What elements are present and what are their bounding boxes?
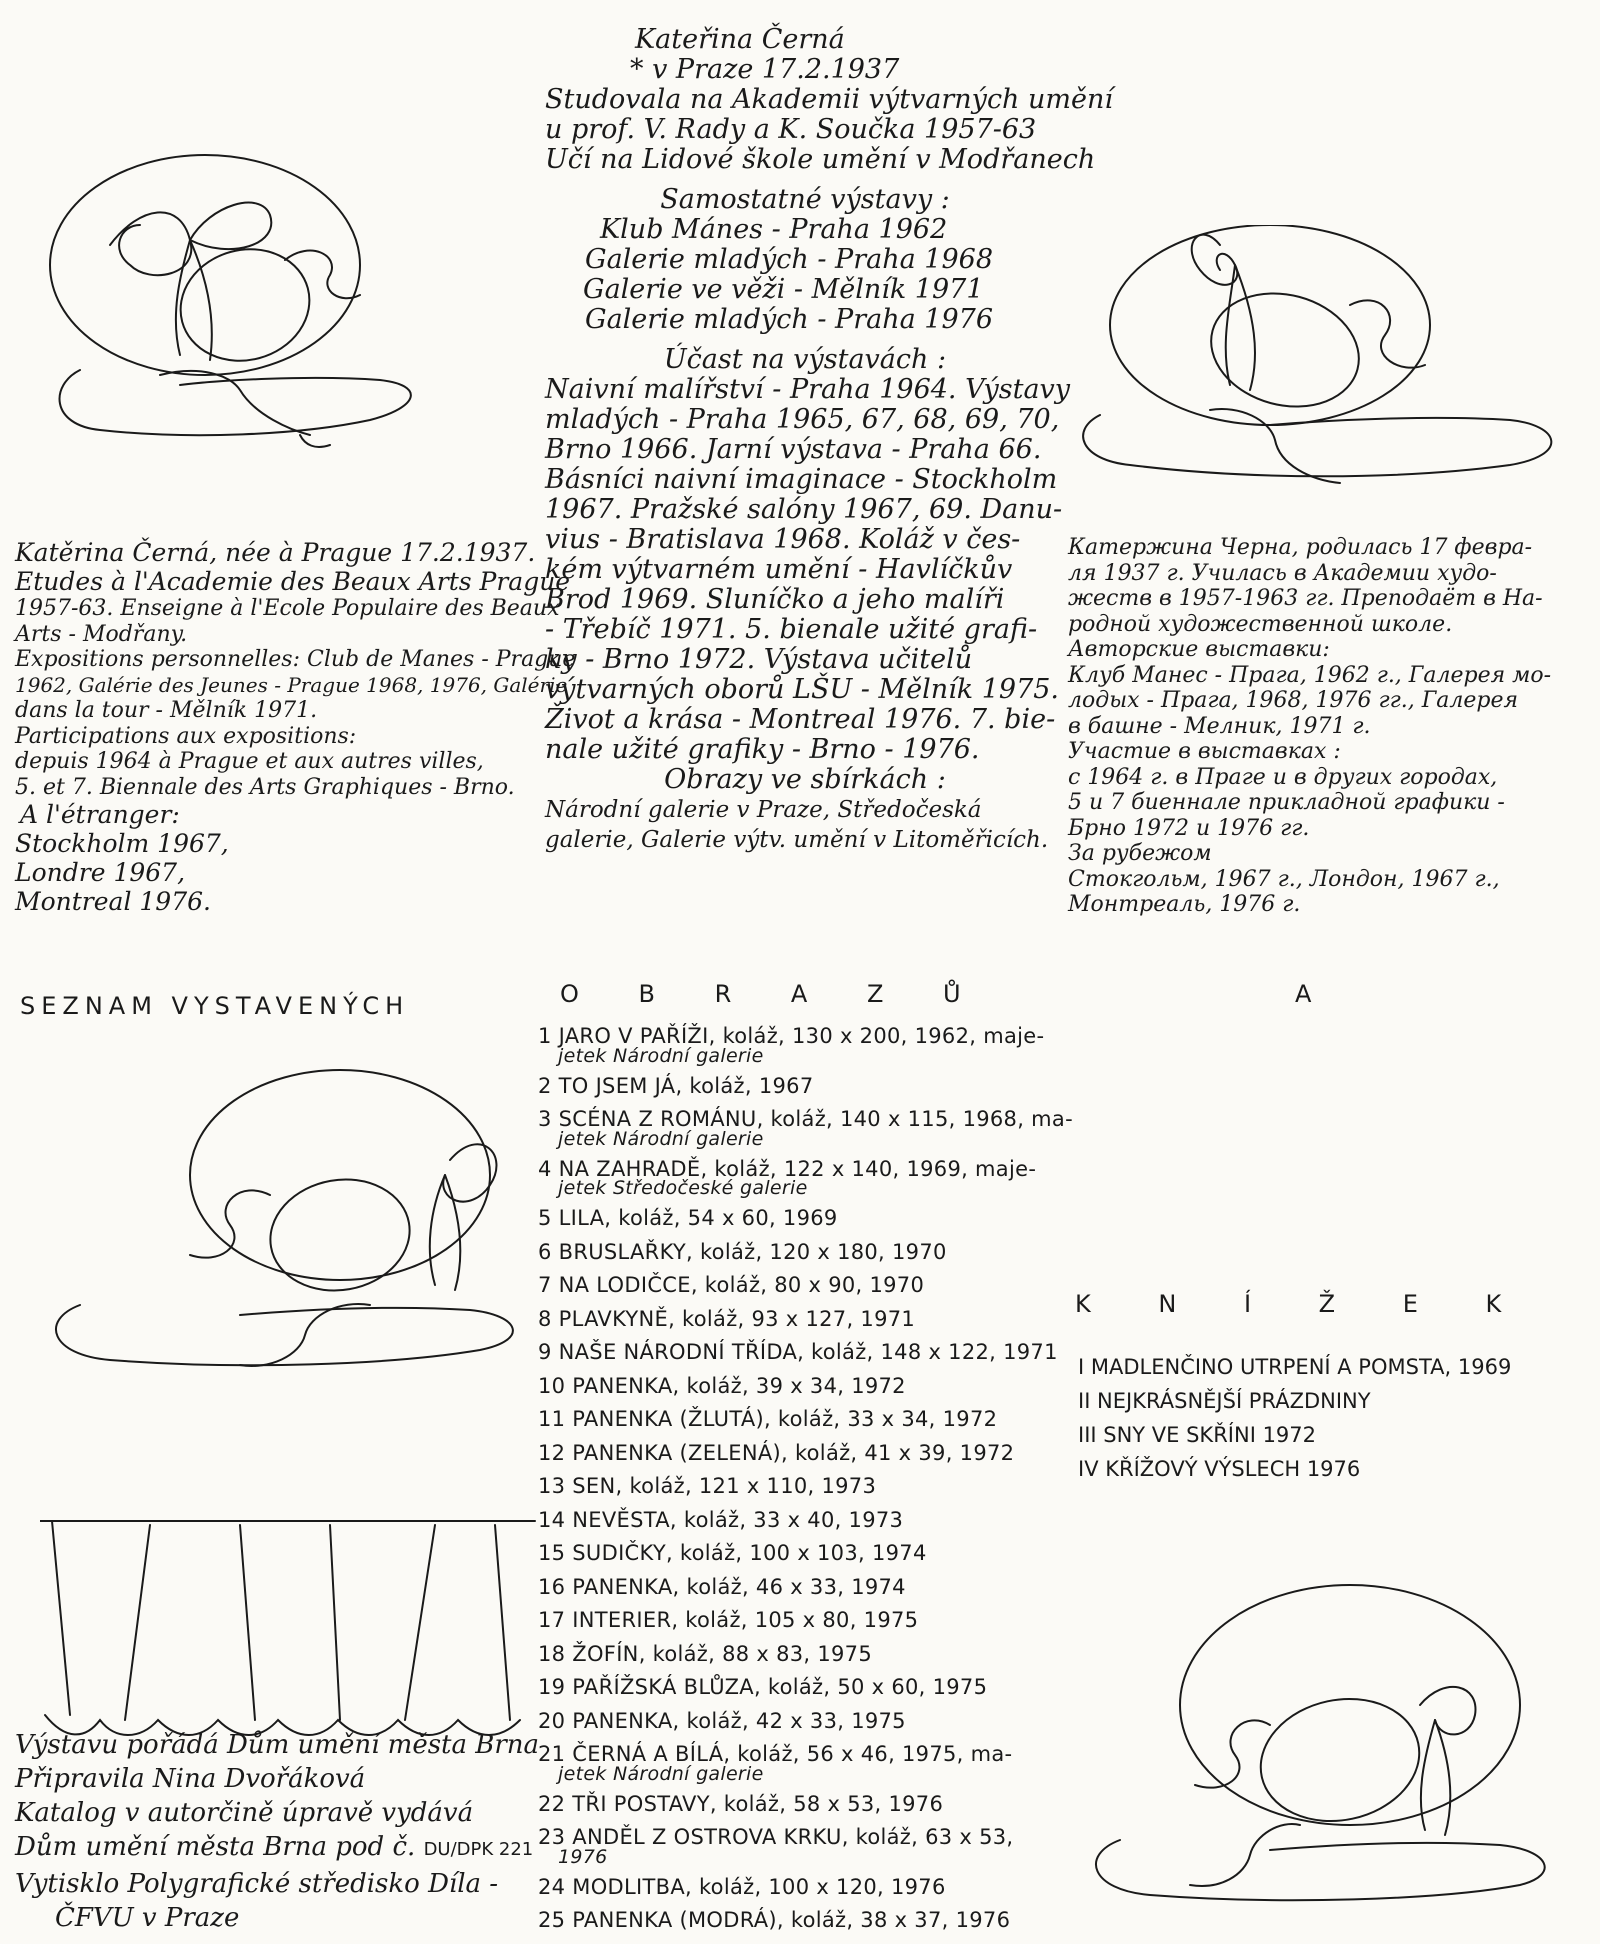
- work-item: 18 ŽOFÍN, koláž, 88 x 83, 1975: [538, 1641, 872, 1666]
- work-item: 25 PANENKA (MODRÁ), koláž, 38 x 37, 1976: [538, 1908, 1011, 1932]
- russian-line: в башне - Мелник, 1971 г.: [1068, 713, 1371, 739]
- participation-line: Básníci naivní imaginace - Stockholm: [545, 464, 1058, 495]
- participation-line: Brno 1966. Jarní výstava - Praha 66.: [545, 434, 1042, 465]
- russian-line: Клуб Манес - Прага, 1962 г., Галерея мо-: [1068, 662, 1552, 688]
- work-item: 3 SCÉNA Z ROMÁNU, koláž, 140 x 115, 1968, ma-: [538, 1107, 1073, 1131]
- solo-exhibition: Klub Mánes - Praha 1962: [600, 214, 948, 245]
- abroad-line: Stockholm 1967,: [15, 829, 229, 858]
- abroad-line: Montreal 1976.: [15, 887, 211, 916]
- russian-line: Стокгольм, 1967 г., Лондон, 1967 г.,: [1068, 866, 1500, 892]
- exhibition-credits: [15, 1728, 540, 1935]
- russian-line: лодых - Прага, 1968, 1976 гг., Галерея: [1068, 688, 1519, 713]
- french-line: dans la tour - Mělník 1971.: [15, 698, 318, 723]
- participation-line: vius - Bratislava 1968. Koláž v čes-: [545, 524, 1021, 555]
- bio-line: Učí na Lidové škole umění v Modřanech: [545, 144, 1096, 175]
- russian-line: Катержина Черна, родилась 17 февра-: [1068, 535, 1533, 560]
- book-item: III SNY VE SKŘÍNI 1972: [1078, 1423, 1317, 1447]
- work-item: 15 SUDIČKY, koláž, 100 x 103, 1974: [538, 1541, 927, 1565]
- work-item: 17 INTERIER, koláž, 105 x 80, 1975: [538, 1608, 919, 1632]
- participation-line: ky - Brno 1972. Výstava učitelů: [545, 644, 973, 675]
- collections-heading: Obrazy ve sbírkách :: [664, 764, 946, 795]
- participation-line: Život a krása - Montreal 1976. 7. bie-: [545, 704, 1056, 735]
- work-item-note: jetek Středočeské galerie: [558, 1177, 808, 1199]
- book-item: II NEJKRÁSNĚJŠÍ PRÁZDNINY: [1078, 1389, 1371, 1413]
- credits-line: Katalog v autorčině úpravě vydává: [15, 1798, 474, 1828]
- participation-heading: Účast na výstavách :: [663, 344, 947, 375]
- russian-line: жеств в 1957-1963 гг. Преподаёт в На-: [1068, 586, 1543, 611]
- sleeping-girl-drawing-middle-left: [40, 1065, 530, 1375]
- russian-line: За рубежом: [1068, 841, 1212, 866]
- banner-knizek: K N Í Ž E K: [1075, 1290, 1532, 1318]
- solo-exhibitions-heading: Samostatné výstavy :: [660, 184, 950, 215]
- work-item: 21 ČERNÁ A BÍLÁ, koláž, 56 x 46, 1975, ma-: [538, 1742, 1013, 1766]
- exhibited-works-list: [538, 1020, 1078, 1938]
- french-line: Participations aux expositions:: [15, 723, 357, 749]
- banner-seznam-vystavenych: SEZNAM VYSTAVENÝCH: [20, 992, 410, 1020]
- banner-obrazu: O B R A Z Ů: [560, 980, 987, 1008]
- stage-curtain-drawing: [40, 1515, 540, 1745]
- russian-line: родной художественной школе.: [1068, 611, 1453, 637]
- work-item: 5 LILA, koláž, 54 x 60, 1969: [538, 1206, 838, 1230]
- participation-line: - Třebíč 1971. 5. bienale užité grafi-: [545, 614, 1038, 645]
- participation-line: Naivní malířství - Praha 1964. Výstavy: [545, 374, 1071, 405]
- work-item: 4 NA ZAHRADĚ, koláž, 122 x 140, 1969, maje-: [538, 1156, 1037, 1181]
- work-item: 22 TŘI POSTAVY, koláž, 58 x 53, 1976: [538, 1791, 944, 1816]
- artist-name: Kateřina Černá: [635, 24, 845, 55]
- participation-line: kém výtvarném umění - Havlíčkův: [545, 554, 1013, 585]
- solo-exhibition: Galerie ve věži - Mělník 1971: [583, 274, 984, 305]
- french-line: 5. et 7. Biennale des Arts Graphiques - Brno.: [15, 774, 515, 800]
- work-item: 6 BRUSLAŘKY, koláž, 120 x 180, 1970: [538, 1239, 947, 1264]
- french-line: Etudes à l'Academie des Beaux Arts Prague: [15, 567, 571, 596]
- bio-line: * v Praze 17.2.1937: [630, 54, 900, 85]
- work-item: 24 MODLITBA, koláž, 100 x 120, 1976: [538, 1874, 946, 1899]
- credits-publisher: Dům umění města Brna pod č.: [15, 1832, 416, 1862]
- catalog-number: DU/DPK 221: [423, 1839, 534, 1860]
- book-item: IV KŘÍŽOVÝ VÝSLECH 1976: [1078, 1457, 1361, 1481]
- work-item: 14 NEVĚSTA, koláž, 33 x 40, 1973: [538, 1507, 904, 1532]
- work-item: 11 PANENKA (ŽLUTÁ), koláž, 33 x 34, 1972: [538, 1407, 998, 1431]
- russian-line: с 1964 г. в Праге и в других городах,: [1068, 764, 1498, 790]
- french-line: Katěrina Černá, née à Prague 17.2.1937.: [15, 538, 536, 567]
- collections-line: galerie, Galerie výtv. umění v Litoměřicích.: [545, 827, 1049, 853]
- work-item: 19 PAŘÍŽSKÁ BLŮZA, koláž, 50 x 60, 1975: [538, 1675, 988, 1699]
- russian-line: Брно 1972 и 1976 гг.: [1068, 815, 1310, 841]
- russian-line: Авторские выставки:: [1068, 637, 1330, 662]
- work-item: 16 PANENKA, koláž, 46 x 33, 1974: [538, 1574, 906, 1599]
- work-item: 1 JARO V PAŘÍŽI, koláž, 130 x 200, 1962, maje-: [538, 1024, 1045, 1048]
- work-item: 13 SEN, koláž, 121 x 110, 1973: [538, 1474, 877, 1498]
- work-item-note: jetek Národní galerie: [558, 1762, 764, 1785]
- russian-line: ля 1937 г. Училась в Академии худо-: [1068, 560, 1497, 586]
- work-item: 8 PLAVKYNĚ, koláž, 93 x 127, 1971: [538, 1306, 916, 1331]
- sleeping-girl-drawing-bottom-right: [1080, 1575, 1560, 1915]
- work-item-note: jetek Národní galerie: [558, 1044, 764, 1067]
- work-item: 23 ANDĚL Z OSTROVA KRKU, koláž, 63 x 53,: [538, 1825, 1014, 1849]
- credits-line: Připravila Nina Dvořáková: [15, 1764, 366, 1794]
- participation-line: 1967. Pražské salóny 1967, 69. Danu-: [545, 494, 1063, 525]
- participation-line: nale užité grafiky - Brno - 1976.: [545, 734, 980, 765]
- work-item-note: jetek Národní galerie: [558, 1127, 764, 1150]
- work-item: 9 NAŠE NÁRODNÍ TŘÍDA, koláž, 148 x 122, 1971: [538, 1340, 1058, 1364]
- credits-line: Výstavu pořádá Dům umění města Brna: [15, 1730, 540, 1760]
- work-item: 7 NA LODIČCE, koláž, 80 x 90, 1970: [538, 1273, 925, 1297]
- credits-line: ČFVU v Praze: [55, 1903, 240, 1933]
- french-line: 1957-63. Enseigne à l'Ecole Populaire des Beaux: [15, 596, 560, 621]
- book-item: I MADLENČINO UTRPENÍ A POMSTA, 1969: [1078, 1355, 1512, 1379]
- banner-a: A: [1295, 980, 1318, 1008]
- collections-line: Národní galerie v Praze, Středočeská: [545, 797, 982, 823]
- books-list: [1078, 1350, 1578, 1486]
- credits-line: [15, 1830, 535, 1867]
- work-item: 20 PANENKA, koláž, 42 x 33, 1975: [538, 1708, 906, 1733]
- russian-line: Участие в выставках :: [1068, 739, 1341, 764]
- french-summary: [15, 538, 576, 916]
- bio-line: Studovala na Akademii výtvarných umění: [545, 84, 1114, 115]
- participation-line: mladých - Praha 1965, 67, 68, 69, 70,: [545, 404, 1060, 435]
- participation-line: výtvarných oborů LŠU - Mělník 1975.: [545, 674, 1060, 705]
- participation-line: Brod 1969. Sluníčko a jeho malíři: [545, 584, 1005, 615]
- french-line: Expositions personnelles: Club de Manes - Prague: [15, 647, 576, 672]
- work-item: 2 TO JSEM JÁ, koláž, 1967: [538, 1073, 814, 1098]
- work-item: 12 PANENKA (ZELENÁ), koláž, 41 x 39, 1972: [538, 1440, 1015, 1465]
- solo-exhibition: Galerie mladých - Praha 1976: [585, 304, 994, 335]
- artist-biography: [545, 24, 1114, 855]
- french-line: 1962, Galérie des Jeunes - Prague 1968, 1976, Galérie: [15, 672, 568, 697]
- credits-line: Vytisklo Polygrafické středisko Díla -: [15, 1869, 499, 1899]
- french-line: depuis 1964 à Prague et aux autres villes,: [15, 749, 484, 774]
- sleeping-girl-drawing-top-right: [1070, 225, 1570, 535]
- abroad-heading: A l'étranger:: [20, 800, 180, 829]
- sleeping-girl-drawing-top-left: [40, 145, 440, 465]
- work-item: 10 PANENKA, koláž, 39 x 34, 1972: [538, 1373, 906, 1398]
- russian-line: 5 и 7 биеннале прикладной графики -: [1068, 790, 1505, 815]
- bio-line: u prof. V. Rady a K. Součka 1957-63: [545, 114, 1037, 145]
- russian-line: Монтреаль, 1976 г.: [1068, 892, 1301, 917]
- french-line: Arts - Modřany.: [15, 621, 188, 647]
- abroad-line: Londre 1967,: [15, 858, 186, 887]
- solo-exhibition: Galerie mladých - Praha 1968: [585, 244, 994, 275]
- russian-summary: [1068, 535, 1588, 918]
- work-item-note: 1976: [558, 1845, 608, 1868]
